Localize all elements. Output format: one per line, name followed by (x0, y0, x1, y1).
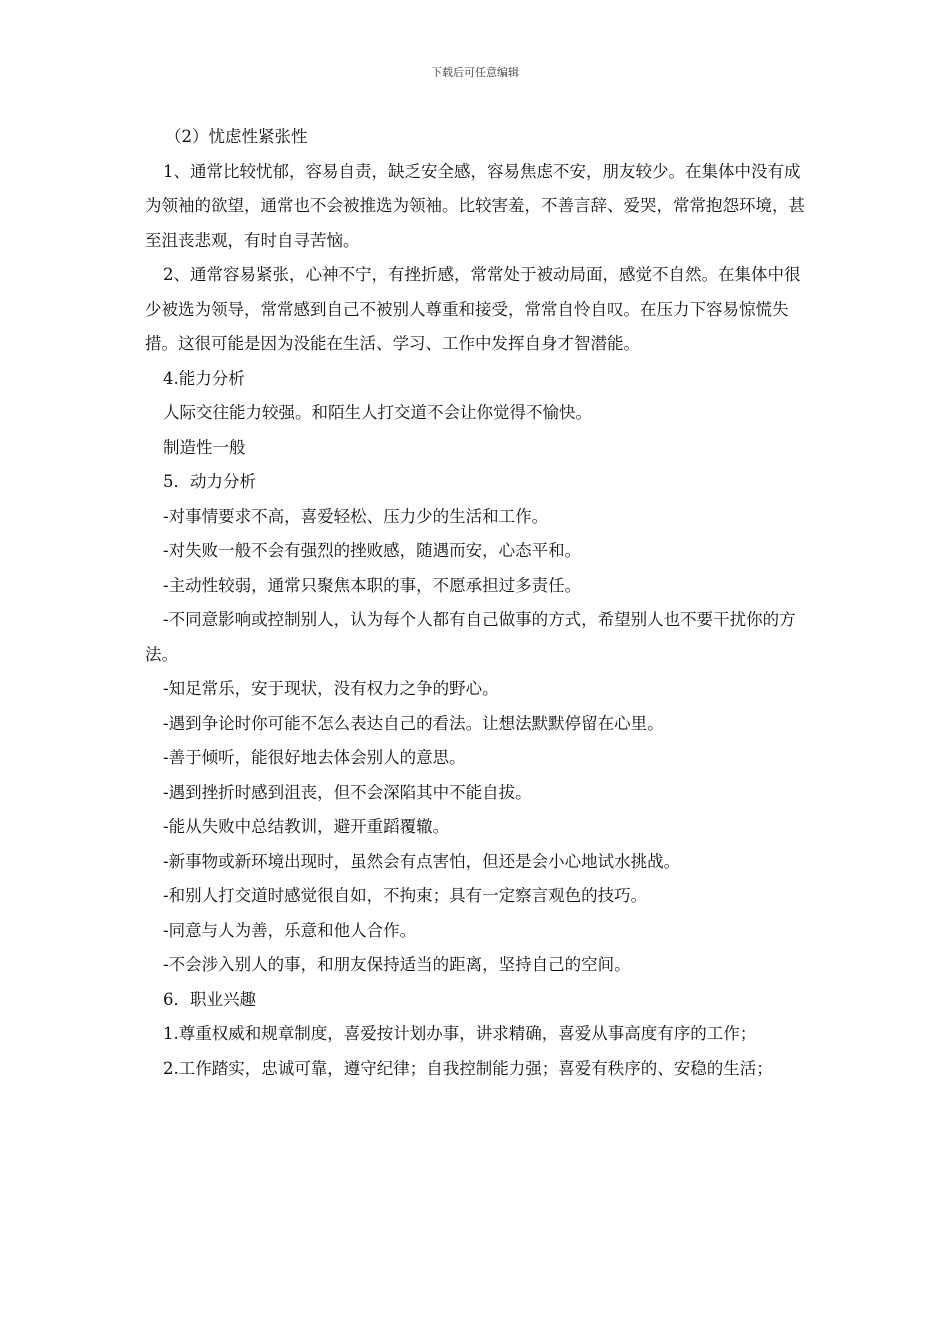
section-subheading: （2）忧虑性紧张性 (165, 127, 308, 146)
paragraph: 制造性一般 (163, 437, 246, 457)
list-item: -不会涉入别人的事，和朋友保持适当的距离，坚持自己的空间。 (163, 955, 631, 974)
list-item: -对失败一般不会有强烈的挫败感，随遇而安，心态平和。 (163, 541, 582, 560)
list-item: -遇到争论时你可能不怎么表达自己的看法。让想法默默停留在心里。 (163, 713, 664, 733)
list-item: 2.工作踏实，忠诚可靠，遵守纪律；自我控制能力强；喜爱有秩序的、安稳的生活； (163, 1058, 773, 1078)
document-body (145, 120, 815, 1086)
section-heading: 5．动力分析 (163, 472, 256, 491)
list-item: -不同意影响或控制别人，认为每个人都有自己做事的方式，希望别人也不要干扰你的方法。 (145, 610, 796, 664)
list-item: -新事物或新环境出现时，虽然会有点害怕，但还是会小心地试水挑战。 (163, 851, 681, 871)
section-heading: 6．职业兴趣 (163, 989, 256, 1009)
page-header: 下载后可任意编辑 (431, 66, 519, 79)
list-item: -知足常乐，安于现状，没有权力之争的野心。 (163, 679, 499, 698)
paragraph: 1、通常比较忧郁，容易自责，缺乏安全感，容易焦虑不安，朋友较少。在集体中没有成为领袖的欲望，通常也不会被推选为领袖。比较害羞，不善言辞、爱哭，常常抱怨环境，甚至沮丧悲观，有时自寻苦恼。 (145, 161, 805, 250)
paragraph: 2、通常容易紧张，心神不宁，有挫折感，常常处于被动局面，感觉不自然。在集体中很少被选为领导，常常感到自己不被别人尊重和接受，常常自怜自叹。在压力下容易惊慌失措。这很可能是因为没能在生活、学习、工作中发挥自身才智潜能。 (145, 265, 801, 353)
list-item: -遇到挫折时感到沮丧，但不会深陷其中不能自拔。 (163, 782, 532, 802)
list-item: -善于倾听，能很好地去体会别人的意思。 (163, 748, 466, 767)
list-item: -和别人打交道时感觉很自如，不拘束；具有一定察言观色的技巧。 (163, 886, 648, 905)
list-item: -同意与人为善，乐意和他人合作。 (163, 920, 417, 940)
list-item: -主动性较弱，通常只聚焦本职的事，不愿承担过多责任。 (163, 575, 582, 595)
list-item: 1.尊重权威和规章制度，喜爱按计划办事，讲求精确，喜爱从事高度有序的工作； (163, 1024, 757, 1043)
list-item: -对事情要求不高，喜爱轻松、压力少的生活和工作。 (163, 506, 549, 526)
paragraph: 人际交往能力较强。和陌生人打交道不会让你觉得不愉快。 (163, 403, 592, 422)
section-heading: 4.能力分析 (163, 368, 245, 388)
list-item: -能从失败中总结教训，避开重蹈覆辙。 (163, 817, 450, 836)
